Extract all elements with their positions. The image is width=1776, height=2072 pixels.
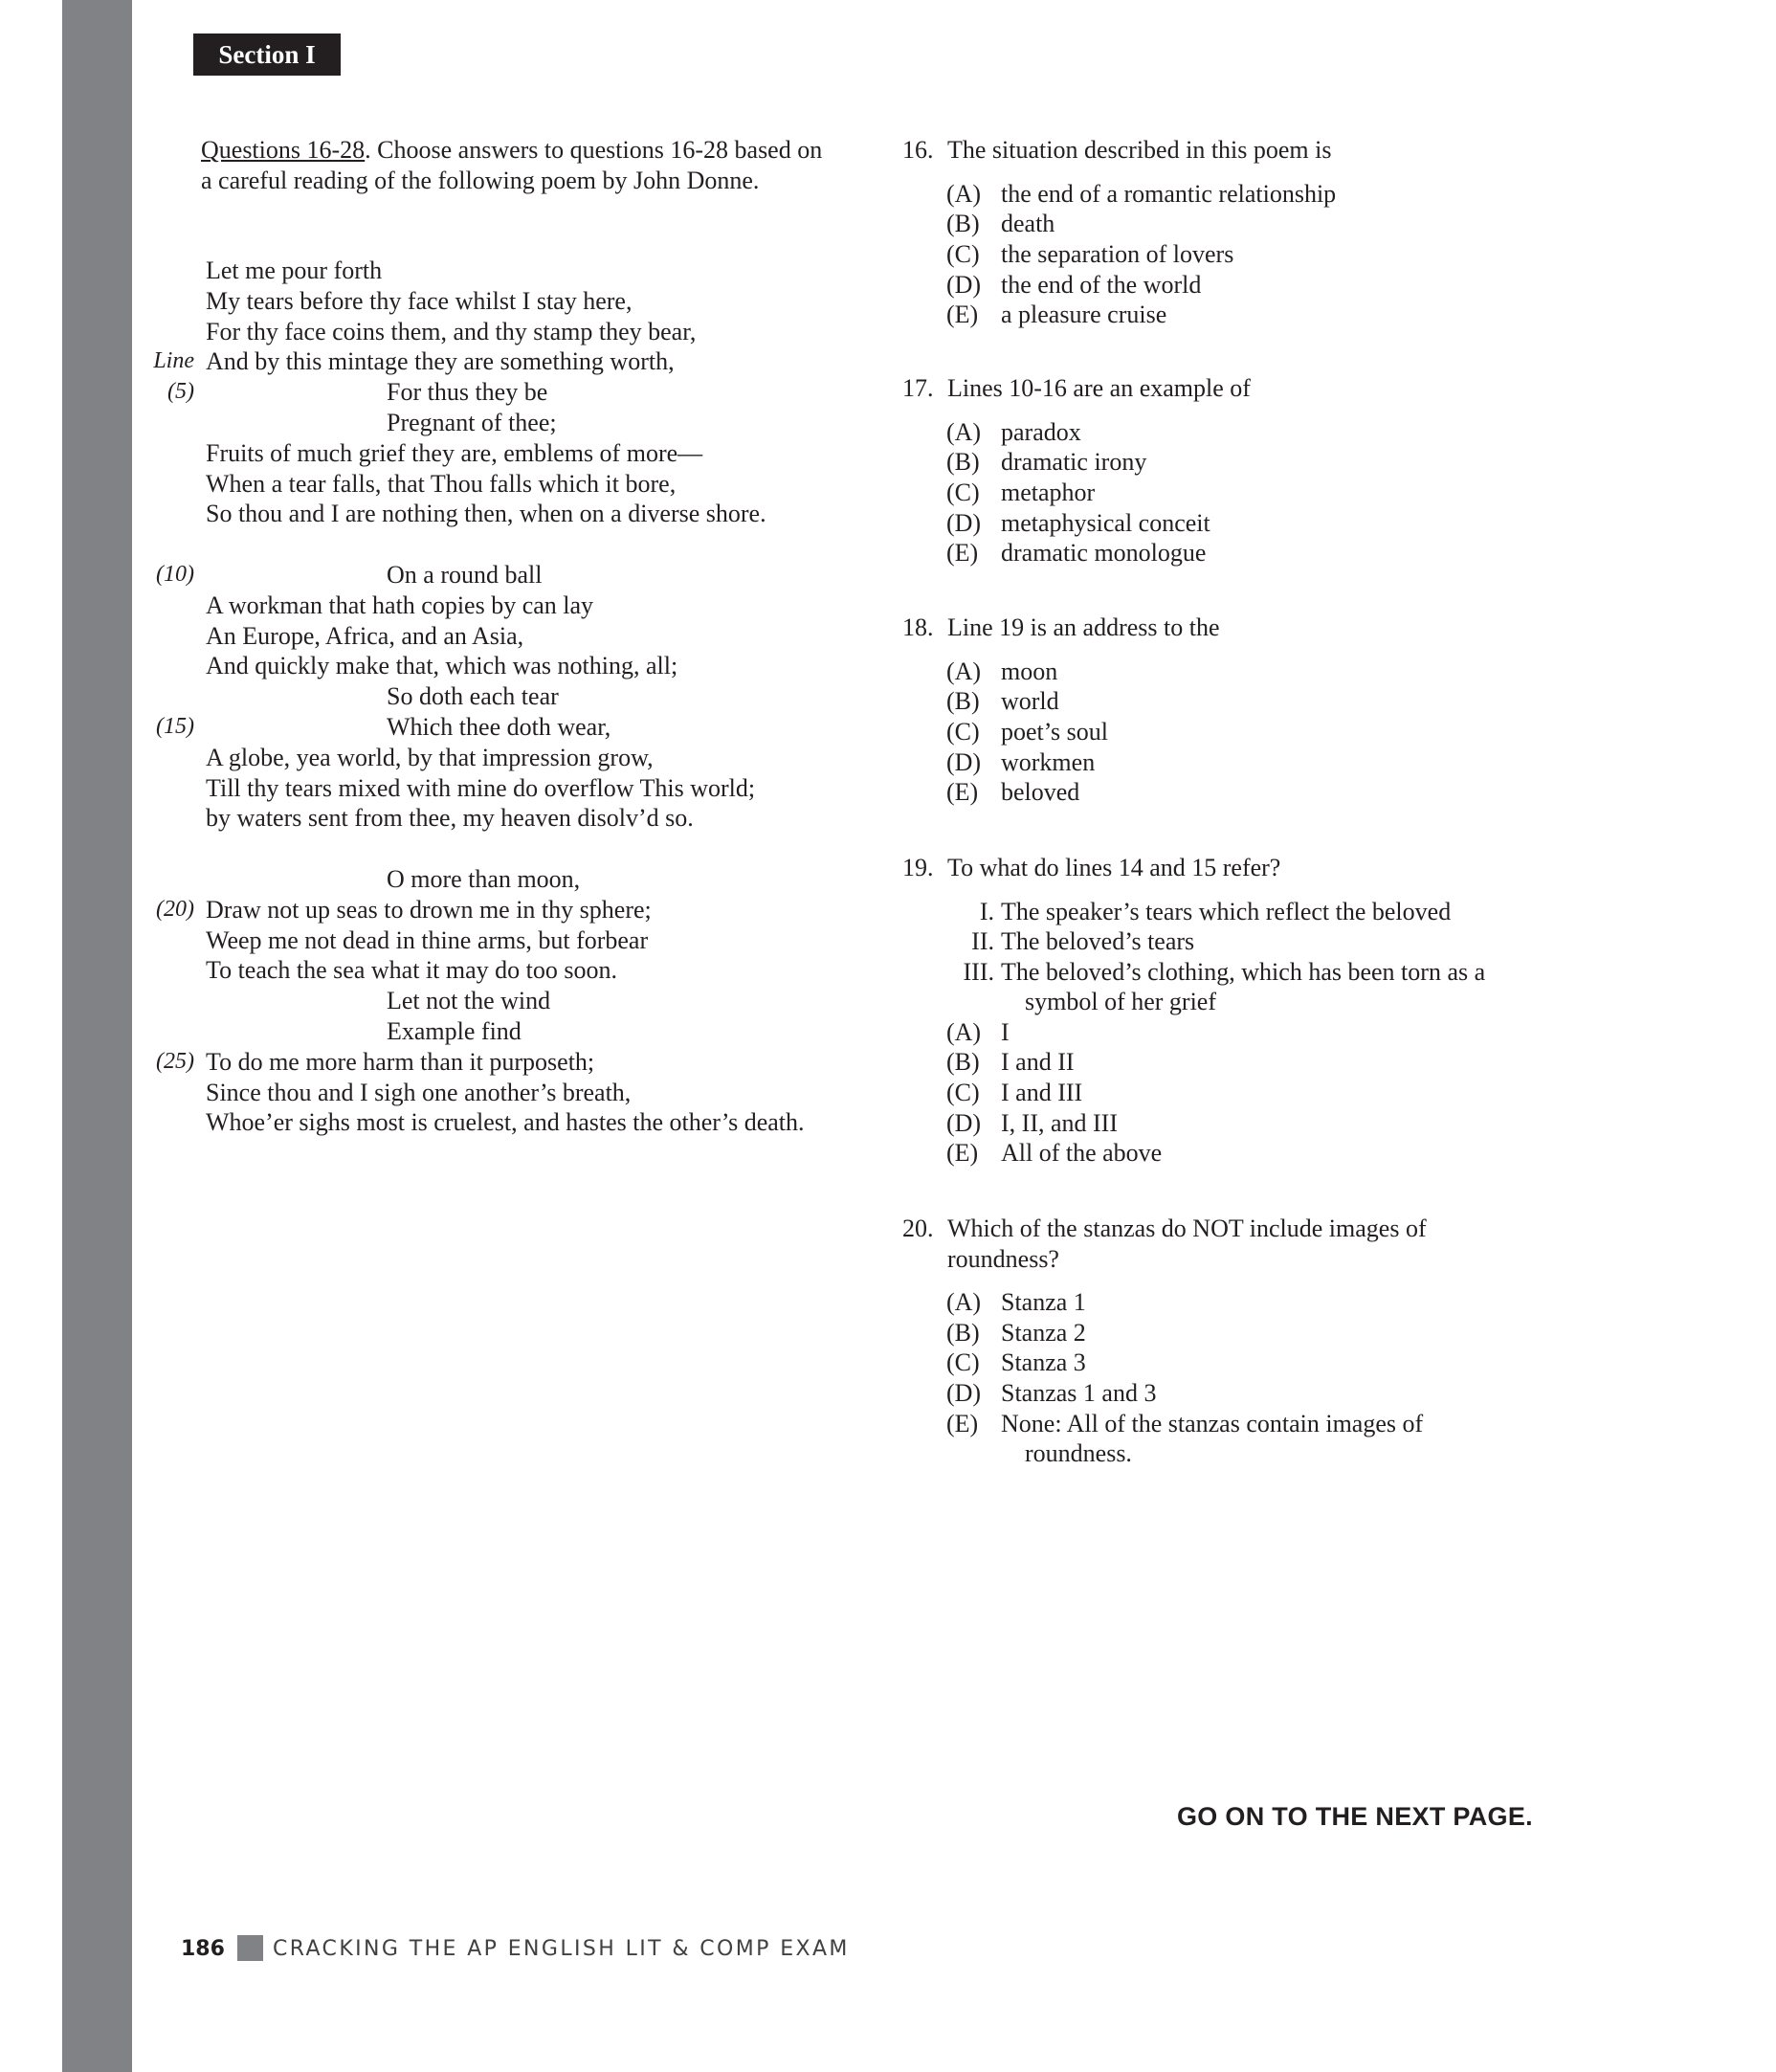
answer-option-b[interactable] xyxy=(902,1047,1572,1078)
option-letter: (C) xyxy=(946,1078,980,1106)
option-text: I and III xyxy=(1001,1078,1083,1106)
answer-option-d[interactable] xyxy=(902,747,1572,778)
poem-line: Since thou and I sigh one another’s breath, xyxy=(206,1078,632,1106)
answer-option-a[interactable] xyxy=(902,1017,1572,1048)
option-letter: (C) xyxy=(946,717,980,746)
answer-option-d[interactable] xyxy=(902,508,1572,539)
line-number-marker: (15) xyxy=(156,714,194,739)
roman-statement xyxy=(902,897,1572,927)
option-letter: (C) xyxy=(946,478,980,506)
answer-option-d[interactable] xyxy=(902,270,1572,301)
page-footer xyxy=(181,1935,850,1964)
answer-options xyxy=(902,657,1572,808)
option-letter: (B) xyxy=(946,210,980,238)
option-text: None: All of the stanzas contain images of roundness. xyxy=(1001,1409,1424,1468)
roman-numeral: III. xyxy=(963,957,994,986)
poem-line: For thy face coins them, and thy stamp they bear, xyxy=(206,317,697,345)
option-letter: (D) xyxy=(946,1379,982,1408)
option-text: Stanzas 1 and 3 xyxy=(1001,1379,1157,1408)
poem-line: On a round ball xyxy=(387,561,543,589)
poem-line: A globe, yea world, by that impression grow, xyxy=(206,743,654,771)
answer-option-e[interactable] xyxy=(902,1409,1572,1469)
poem-line: When a tear falls, that Thou falls which it bore, xyxy=(206,469,677,498)
poem-line: And quickly make that, which was nothing, all; xyxy=(206,652,678,680)
question-text: Which of the stanzas do NOT include images of roundness? xyxy=(947,1214,1427,1273)
roman-statement-text: The speaker’s tears which reflect the beloved xyxy=(1001,897,1452,925)
option-letter: (D) xyxy=(946,508,982,537)
line-number-marker: (20) xyxy=(156,896,194,922)
answer-option-c[interactable] xyxy=(902,1078,1572,1108)
answer-option-c[interactable] xyxy=(902,717,1572,747)
poem-line: To do me more harm than it purposeth; xyxy=(206,1047,595,1076)
roman-statement-text: The beloved’s tears xyxy=(1001,927,1195,955)
option-text: beloved xyxy=(1001,778,1080,807)
answer-options xyxy=(902,1287,1572,1469)
answer-option-c[interactable] xyxy=(902,478,1572,508)
answer-option-c[interactable] xyxy=(902,239,1572,270)
answer-option-a[interactable] xyxy=(902,417,1572,448)
question-number: 20. xyxy=(902,1214,934,1242)
roman-numeral: I. xyxy=(979,897,994,925)
roman-statement-text: The beloved’s clothing, which has been torn as a symbol of her grief xyxy=(1001,957,1486,1015)
answer-option-d[interactable] xyxy=(902,1378,1572,1409)
option-text: the separation of lovers xyxy=(1001,239,1234,268)
answer-option-e[interactable] xyxy=(902,1138,1572,1169)
option-letter: (C) xyxy=(946,1348,980,1377)
questions-range-label: Questions 16-28 xyxy=(201,136,366,164)
option-letter: (D) xyxy=(946,1108,982,1137)
answer-option-b[interactable] xyxy=(902,1318,1572,1348)
poem-line: Which thee doth wear, xyxy=(387,713,611,741)
option-letter: (C) xyxy=(946,239,980,268)
option-text: Stanza 3 xyxy=(1001,1348,1086,1377)
section-label: Section I xyxy=(193,33,341,76)
question-number: 19. xyxy=(902,854,934,881)
page-number: 186 xyxy=(181,1937,225,1961)
poem-line: Weep me not dead in thine arms, but forbear xyxy=(206,925,649,954)
option-letter: (A) xyxy=(946,1017,982,1046)
option-text: I and II xyxy=(1001,1048,1075,1077)
poem-line: by waters sent from thee, my heaven disolv’d so. xyxy=(206,804,694,833)
answer-option-b[interactable] xyxy=(902,209,1572,239)
option-letter: (B) xyxy=(946,448,980,477)
option-letter: (A) xyxy=(946,1288,982,1316)
option-text: the end of the world xyxy=(1001,270,1202,299)
poem-line: Till thy tears mixed with mine do overflow This world; xyxy=(206,773,756,802)
option-text: metaphor xyxy=(1001,478,1096,506)
intro-text: . Choose answers to questions 16-28 based on a careful reading of the following poem by John Donne. xyxy=(201,136,823,194)
question-number: 18. xyxy=(902,613,934,641)
option-letter: (B) xyxy=(946,687,980,716)
poem-line: To teach the sea what it may do too soon. xyxy=(206,956,617,985)
answer-option-e[interactable] xyxy=(902,538,1572,568)
option-letter: (E) xyxy=(946,778,979,807)
question-18 xyxy=(902,613,1572,808)
line-number-marker: Line xyxy=(153,348,194,374)
go-on-instruction: GO ON TO THE NEXT PAGE. xyxy=(1177,1802,1533,1831)
option-text: metaphysical conceit xyxy=(1001,508,1210,537)
roman-statement xyxy=(902,926,1572,957)
book-title: CRACKING THE AP ENGLISH LIT & COMP EXAM xyxy=(272,1937,850,1961)
answer-option-e[interactable] xyxy=(902,300,1572,330)
option-text: I, II, and III xyxy=(1001,1108,1118,1137)
poem-line: O more than moon, xyxy=(387,865,581,893)
question-text: To what do lines 14 and 15 refer? xyxy=(947,854,1281,881)
option-text: workmen xyxy=(1001,747,1096,776)
question-20 xyxy=(902,1214,1572,1469)
answer-option-c[interactable] xyxy=(902,1348,1572,1378)
option-letter: (D) xyxy=(946,747,982,776)
poem-line: So doth each tear xyxy=(387,682,559,711)
answer-option-a[interactable] xyxy=(902,179,1572,210)
option-text: Stanza 2 xyxy=(1001,1318,1086,1347)
answer-options xyxy=(902,417,1572,568)
poem-line: So thou and I are nothing then, when on a diverse shore. xyxy=(206,500,766,528)
poem-line: For thus they be xyxy=(387,378,548,407)
poem-line: An Europe, Africa, and an Asia, xyxy=(206,621,524,650)
option-letter: (E) xyxy=(946,1409,979,1437)
answer-option-d[interactable] xyxy=(902,1108,1572,1139)
option-letter: (E) xyxy=(946,539,979,568)
option-text: dramatic monologue xyxy=(1001,539,1207,568)
question-text: Lines 10-16 are an example of xyxy=(947,374,1251,402)
poem-line: Let not the wind xyxy=(387,987,551,1015)
poem-line: Fruits of much grief they are, emblems of more— xyxy=(206,438,703,467)
option-text: world xyxy=(1001,687,1059,716)
roman-statement xyxy=(902,957,1572,1017)
answer-options xyxy=(902,897,1572,1169)
option-text: Stanza 1 xyxy=(1001,1288,1086,1316)
poem-line: Whoe’er sighs most is cruelest, and hastes the other’s death. xyxy=(206,1108,805,1137)
poem-line: And by this mintage they are something worth, xyxy=(206,347,675,376)
option-text: paradox xyxy=(1001,417,1081,446)
line-number-marker: (5) xyxy=(167,379,194,405)
question-text: The situation described in this poem is xyxy=(947,136,1332,164)
question-19 xyxy=(902,853,1572,1169)
roman-numeral: II. xyxy=(971,927,994,955)
question-number: 17. xyxy=(902,374,934,402)
poem-line: Draw not up seas to drown me in thy sphere; xyxy=(206,895,652,924)
option-letter: (A) xyxy=(946,657,982,685)
option-letter: (D) xyxy=(946,270,982,299)
poem-line: A workman that hath copies by can lay xyxy=(206,590,594,619)
poem-line: Example find xyxy=(387,1017,522,1045)
option-text: moon xyxy=(1001,657,1058,685)
option-letter: (E) xyxy=(946,301,979,329)
passage-intro xyxy=(201,135,832,195)
answer-option-e[interactable] xyxy=(902,777,1572,808)
option-letter: (B) xyxy=(946,1318,980,1347)
answer-option-b[interactable] xyxy=(902,686,1572,717)
option-text: death xyxy=(1001,210,1055,238)
footer-square xyxy=(237,1935,263,1961)
answer-option-b[interactable] xyxy=(902,447,1572,478)
poem-line: My tears before thy face whilst I stay here, xyxy=(206,286,633,315)
option-text: dramatic irony xyxy=(1001,448,1147,477)
line-number-marker: (25) xyxy=(156,1048,194,1074)
option-text: a pleasure cruise xyxy=(1001,301,1167,329)
option-text: the end of a romantic relationship xyxy=(1001,179,1337,208)
question-number: 16. xyxy=(902,136,934,164)
option-letter: (A) xyxy=(946,179,982,208)
option-letter: (B) xyxy=(946,1048,980,1077)
question-text: Line 19 is an address to the xyxy=(947,613,1220,641)
answer-options xyxy=(902,179,1572,330)
option-letter: (E) xyxy=(946,1139,979,1168)
option-text: poet’s soul xyxy=(1001,717,1108,746)
answer-option-a[interactable] xyxy=(902,657,1572,687)
poem-line: Let me pour forth xyxy=(206,256,383,284)
page-sidebar-bar xyxy=(62,0,132,2072)
option-text: I xyxy=(1001,1017,1010,1046)
option-text: All of the above xyxy=(1001,1139,1163,1168)
option-letter: (A) xyxy=(946,417,982,446)
question-17 xyxy=(902,373,1572,568)
answer-option-a[interactable] xyxy=(902,1287,1572,1318)
question-16 xyxy=(902,135,1572,330)
line-number-marker: (10) xyxy=(156,562,194,587)
poem-line: Pregnant of thee; xyxy=(387,409,557,436)
